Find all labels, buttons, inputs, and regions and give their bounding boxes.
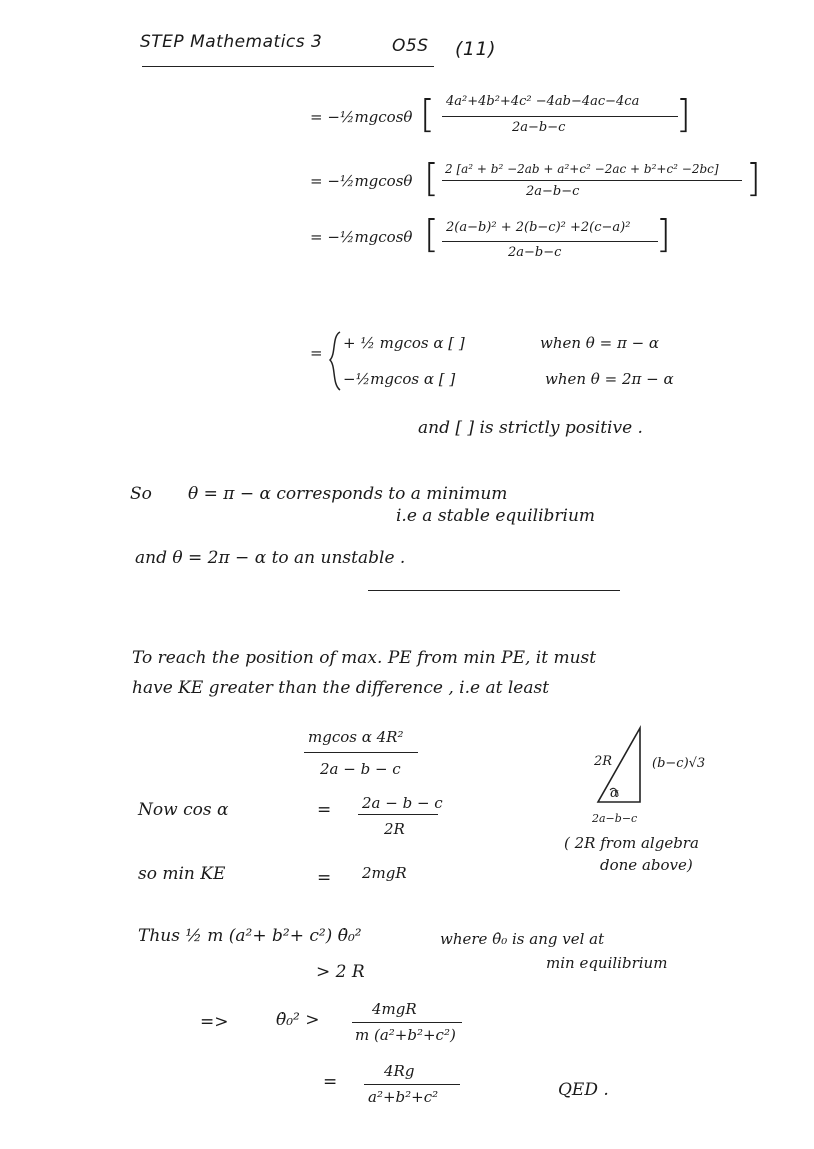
implies-arrow: => <box>200 1012 229 1032</box>
line3-denominator: 2a−b−c <box>508 245 562 260</box>
case2-expression: −½mgcos α [ ] <box>343 370 456 388</box>
ke-expression-denominator: 2a − b − c <box>320 760 401 778</box>
case1-expression: + ½ mgcos α [ ] <box>343 334 465 352</box>
line2-denominator: 2a−b−c <box>526 184 580 199</box>
line2-fraction-bar <box>442 180 742 181</box>
qed-mark: QED . <box>558 1080 609 1100</box>
case1-condition: when θ = π − α <box>540 334 660 352</box>
where-line2: min equilibrium <box>546 954 668 972</box>
theta-dot-squared: θ̇₀² > <box>276 1010 320 1030</box>
line1-lhs: = −½mgcosθ <box>310 108 413 126</box>
min-ke-equals: = <box>317 868 332 888</box>
where-line1: where θ̇₀ is ang vel at <box>440 930 605 948</box>
triangle-note-line2: done above) <box>600 856 693 874</box>
line1-open-bracket: [ <box>420 92 435 136</box>
first-bound-numerator: 4mgR <box>372 1000 417 1018</box>
line2-lhs: = −½mgcosθ <box>310 172 413 190</box>
line3-lhs: = −½mgcosθ <box>310 228 413 246</box>
positivity-note: and [ ] is strictly positive . <box>418 418 643 438</box>
page-number: (11) <box>455 38 497 60</box>
triangle-base-label: 2a−b−c <box>592 812 638 825</box>
now-equals: = <box>317 800 332 820</box>
triangle-side-label: (b−c)√3 <box>652 756 706 771</box>
energy-paragraph-line2: have KE greater than the difference , i.e at least <box>132 678 550 698</box>
now-cos-label: Now cos α <box>138 800 229 820</box>
conclusion-unstable-line: and θ = 2π − α to an unstable . <box>135 548 406 568</box>
ke-expression-bar <box>304 752 418 753</box>
now-denominator: 2R <box>384 820 405 838</box>
first-bound-denominator: m (a²+b²+c²) <box>355 1026 456 1044</box>
paper-code: O5S <box>392 36 429 56</box>
line1-fraction-bar <box>442 116 678 117</box>
conclusion-min-line: θ = π − α corresponds to a minimum <box>188 484 508 504</box>
triangle-angle-label: α <box>610 786 619 801</box>
greater-than-line: > 2 R <box>316 962 365 982</box>
line3-open-bracket: [ <box>424 212 439 256</box>
first-bound-bar <box>352 1022 462 1023</box>
ke-expression-numerator: mgcos α 4R² <box>308 728 404 746</box>
line3-fraction-bar <box>442 241 658 242</box>
case2-condition: when θ = 2π − α <box>545 370 674 388</box>
line2-numerator: 2 [a² + b² −2ab + a²+c² −2ac + b²+c² −2bc] <box>445 162 719 176</box>
min-ke-label: so min KE <box>138 864 226 884</box>
second-bound-numerator: 4Rg <box>384 1062 415 1080</box>
conclusion-so: So <box>130 484 152 504</box>
cases-equals: = <box>310 344 323 362</box>
title-underline <box>142 66 434 67</box>
line1-close-bracket: ] <box>676 92 691 136</box>
section-divider <box>368 590 620 591</box>
line3-numerator: 2(a−b)² + 2(b−c)² +2(c−a)² <box>446 220 631 235</box>
line1-denominator: 2a−b−c <box>512 120 566 135</box>
now-numerator: 2a − b − c <box>362 794 443 812</box>
line2-open-bracket: [ <box>424 156 439 200</box>
triangle-note-line1: ( 2R from algebra <box>564 834 699 852</box>
second-bound-denominator: a²+b²+c² <box>368 1088 439 1106</box>
thus-expression: Thus ½ m (a²+ b²+ c²) θ̇₀² <box>138 926 362 946</box>
page-title: STEP Mathematics 3 <box>140 32 323 52</box>
second-equals: = <box>323 1072 338 1092</box>
now-fraction-bar <box>358 814 438 815</box>
min-ke-value: 2mgR <box>362 864 407 882</box>
line1-numerator: 4a²+4b²+4c² −4ab−4ac−4ca <box>446 94 640 109</box>
conclusion-stable-line: i.e a stable equilibrium <box>396 506 596 526</box>
triangle-hypotenuse-label: 2R <box>594 754 613 769</box>
energy-paragraph-line1: To reach the position of max. PE from min PE, it must <box>132 648 597 668</box>
line2-close-bracket: ] <box>746 156 761 200</box>
line3-close-bracket: ] <box>656 212 671 256</box>
second-bound-bar <box>364 1084 460 1085</box>
